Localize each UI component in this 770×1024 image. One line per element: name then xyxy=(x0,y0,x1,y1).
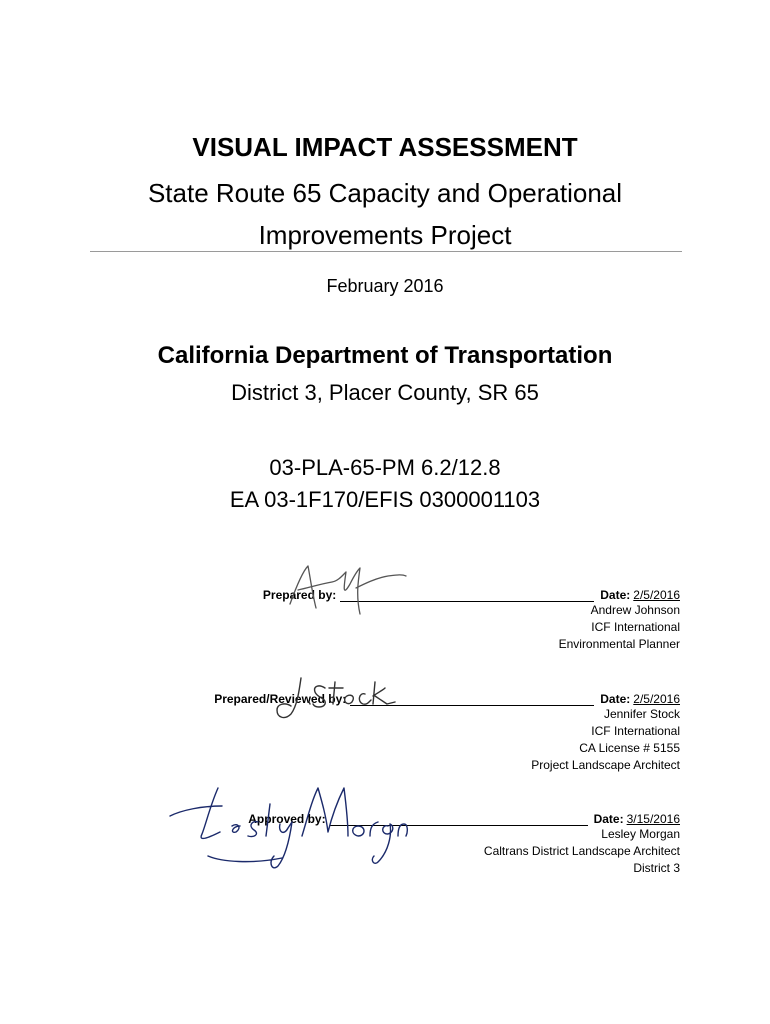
signature-line xyxy=(120,688,680,706)
signatory-district: District 3 xyxy=(633,861,680,875)
title-divider xyxy=(90,251,682,252)
document-date: February 2016 xyxy=(326,276,444,296)
signature-date: 3/15/2016 xyxy=(626,812,680,826)
signatory-name: Jennifer Stock xyxy=(603,707,680,721)
signature-label: Prepared/Reviewed by: xyxy=(214,692,347,706)
subtitle-line-1: State Route 65 Capacity and Operational xyxy=(147,178,623,208)
signature-line xyxy=(120,808,680,826)
ea-efis-id: EA 03-1F170/EFIS 0300001103 xyxy=(229,487,541,512)
signatory-details xyxy=(120,706,680,774)
signatory-license: CA License # 5155 xyxy=(579,741,680,755)
signatory-name: Andrew Johnson xyxy=(590,603,680,617)
subtitle-line-2: Improvements Project xyxy=(258,220,512,250)
signature-underline xyxy=(350,693,594,706)
signature-line xyxy=(120,584,680,602)
signature-block-prepared xyxy=(120,584,680,653)
signature-block-approved xyxy=(120,808,680,877)
signature-date: 2/5/2016 xyxy=(633,588,680,602)
signature-label: Prepared by: xyxy=(262,588,337,602)
organization-name: California Department of Transportation xyxy=(157,342,613,369)
signatory-details xyxy=(120,826,680,877)
document-title: VISUAL IMPACT ASSESSMENT xyxy=(192,132,578,162)
date-label: Date: xyxy=(593,812,624,826)
date-label: Date: xyxy=(600,692,631,706)
organization-district: District 3, Placer County, SR 65 xyxy=(231,380,539,405)
signatory-title: Project Landscape Architect xyxy=(531,758,680,772)
signature-label: Approved by: xyxy=(248,812,326,826)
signatory-name: Lesley Morgan xyxy=(601,827,680,841)
signature-underline xyxy=(330,813,588,826)
postmile-id: 03-PLA-65-PM 6.2/12.8 xyxy=(269,455,501,480)
signatory-organization: ICF International xyxy=(591,724,680,738)
document-subtitle xyxy=(0,172,770,256)
signature-underline xyxy=(340,589,594,602)
signatory-organization: ICF International xyxy=(591,620,680,634)
signature-block-reviewed xyxy=(120,688,680,774)
signatory-title: Environmental Planner xyxy=(558,637,680,651)
signatory-details xyxy=(120,602,680,653)
date-label: Date: xyxy=(600,588,631,602)
signatory-title: Caltrans District Landscape Architect xyxy=(483,844,680,858)
signature-date: 2/5/2016 xyxy=(633,692,680,706)
project-identifiers xyxy=(0,452,770,516)
